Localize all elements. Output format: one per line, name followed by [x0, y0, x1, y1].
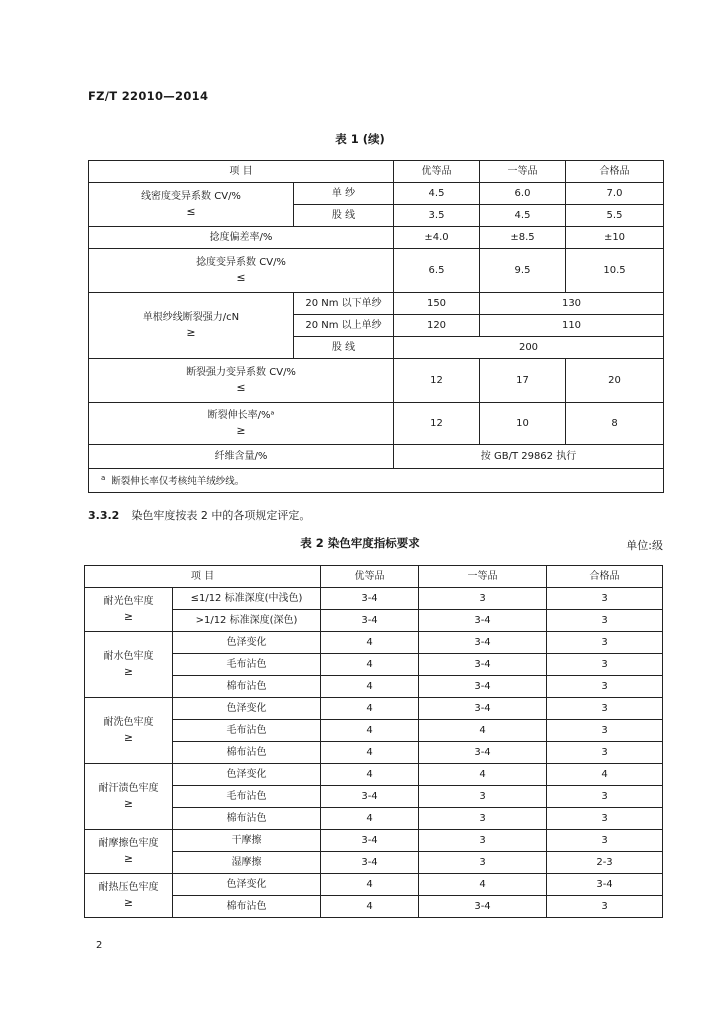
fastness-subitem: 色泽变化 [173, 874, 321, 896]
table2 [84, 565, 663, 918]
table1 [88, 160, 664, 493]
table-cell: 3 [547, 588, 663, 610]
table-cell: 3 [419, 830, 547, 852]
elongation-label: 断裂伸长率/%ᵃ [207, 409, 275, 421]
table-cell: 3-4 [419, 742, 547, 764]
table-cell: 3-4 [419, 654, 547, 676]
table-cell: 4 [419, 720, 547, 742]
table-cell: 4.5 [394, 183, 480, 205]
fastness-group-cell [85, 764, 173, 830]
table-cell: 6.0 [480, 183, 566, 205]
table-cell: 4.5 [480, 205, 566, 227]
table-cell: 4 [547, 764, 663, 786]
strength-cv-sign: ≤ [236, 380, 246, 394]
table-row [89, 293, 664, 315]
table-row [89, 469, 664, 493]
table-cell: 4 [321, 742, 419, 764]
fastness-group-cell [85, 830, 173, 874]
table-cell: 3 [547, 632, 663, 654]
fastness-group-cell [85, 874, 173, 918]
fastness-group-sign: ≥ [123, 609, 134, 623]
table-cell: 10 [480, 403, 566, 445]
fastness-group-label: 耐洗色牢度 [103, 716, 154, 728]
fastness-subitem: 棉布沾色 [173, 742, 321, 764]
table-cell: 3 [547, 830, 663, 852]
table-cell: 3 [419, 852, 547, 874]
table2-unit: 单位:级 [626, 539, 663, 552]
table-cell: 3 [419, 588, 547, 610]
table-cell: 4 [321, 874, 419, 896]
fastness-subitem: 干摩擦 [173, 830, 321, 852]
fastness-group-label: 耐汗渍色牢度 [98, 782, 159, 794]
table-cell: 3-4 [321, 786, 419, 808]
fastness-group-label: 耐热压色牢度 [98, 881, 159, 893]
breaking-strength-sign: ≥ [186, 325, 196, 339]
fastness-subitem: 色泽变化 [173, 764, 321, 786]
table-cell: 4 [321, 654, 419, 676]
table-row [89, 359, 664, 403]
twist-cv-label: 捻度变异系数 CV/% [196, 256, 286, 268]
section-text: 染色牢度按表 2 中的各项规定评定。 [131, 509, 311, 522]
fastness-subitem: 湿摩擦 [173, 852, 321, 874]
elongation-cell [89, 403, 394, 445]
standard-code: FZ/T 22010—2014 [88, 89, 209, 103]
table-cell: 3 [419, 786, 547, 808]
fiber-content-label: 纤维含量/% [89, 445, 394, 469]
table-cell: 4 [419, 764, 547, 786]
table-cell: 3-4 [547, 874, 663, 896]
table-row [89, 183, 664, 205]
fastness-subitem: 色泽变化 [173, 632, 321, 654]
table2-header-item: 项 目 [85, 566, 321, 588]
fastness-subitem: 毛布沾色 [173, 786, 321, 808]
twist-cv-cell [89, 249, 394, 293]
fastness-group-sign: ≥ [123, 895, 134, 909]
table-cell: 3-4 [321, 588, 419, 610]
table-cell: 12 [394, 403, 480, 445]
table-cell: 4 [321, 764, 419, 786]
table-cell: 7.0 [566, 183, 664, 205]
table-cell: 3 [547, 786, 663, 808]
table1-footnote [89, 469, 664, 493]
table-cell: 6.5 [394, 249, 480, 293]
fastness-subitem: >1/12 标准深度(深色) [173, 610, 321, 632]
fastness-group-label: 耐摩擦色牢度 [98, 837, 159, 849]
table-cell: 3-4 [321, 610, 419, 632]
table-row [89, 249, 664, 293]
table-row [89, 227, 664, 249]
table-cell: 3-4 [419, 698, 547, 720]
fastness-subitem: 毛布沾色 [173, 654, 321, 676]
footnote-text: 断裂伸长率仅考核纯羊绒纱线。 [111, 475, 245, 487]
fastness-group-sign: ≥ [123, 851, 134, 865]
linear-density-cv-cell [89, 183, 294, 227]
table1-caption: 表 1 (续) [335, 132, 385, 146]
fastness-group-label: 耐光色牢度 [103, 595, 154, 607]
page-number: 2 [96, 940, 103, 951]
fiber-content-value: 按 GB/T 29862 执行 [394, 445, 664, 469]
fastness-subitem: 棉布沾色 [173, 896, 321, 918]
table-cell: 4 [419, 874, 547, 896]
table-cell: 3-4 [321, 852, 419, 874]
table-row [85, 830, 663, 852]
single-yarn-label: 单 纱 [294, 183, 394, 205]
table-cell: 3-4 [419, 896, 547, 918]
table-cell: 3-4 [419, 676, 547, 698]
table-cell: 3 [547, 610, 663, 632]
fastness-subitem: 毛布沾色 [173, 720, 321, 742]
table2-header-row [85, 566, 663, 588]
strength-cv-label: 断裂强力变异系数 CV/% [186, 366, 296, 378]
table1-header-row [89, 161, 664, 183]
table2-body [85, 588, 663, 918]
table-cell: 9.5 [480, 249, 566, 293]
table-row [89, 403, 664, 445]
table-cell: 4 [321, 896, 419, 918]
table-cell: 3 [547, 896, 663, 918]
table-cell: 2-3 [547, 852, 663, 874]
linear-density-cv-label: 线密度变异系数 CV/% [141, 190, 241, 202]
table-row [85, 588, 663, 610]
ply-yarn-label: 股 线 [294, 205, 394, 227]
table-cell: 5.5 [566, 205, 664, 227]
fastness-group-sign: ≥ [123, 730, 134, 744]
fastness-group-label: 耐水色牢度 [103, 650, 154, 662]
section-3-3-2 [88, 507, 310, 523]
table-cell: 3 [547, 808, 663, 830]
table-cell: 4 [321, 676, 419, 698]
table-cell: ±10 [566, 227, 664, 249]
table-row [85, 698, 663, 720]
table-cell: 8 [566, 403, 664, 445]
fastness-subitem: 棉布沾色 [173, 808, 321, 830]
fastness-group-sign: ≥ [123, 664, 134, 678]
above-20nm-label: 20 Nm 以上单纱 [294, 315, 394, 337]
table-row [89, 445, 664, 469]
table-cell: 4 [321, 632, 419, 654]
twist-deviation-label: 捻度偏差率/% [89, 227, 394, 249]
table-cell: 3 [547, 698, 663, 720]
table-cell: 3 [419, 808, 547, 830]
section-number: 3.3.2 [88, 509, 120, 522]
table-cell: 12 [394, 359, 480, 403]
table-cell: 20 [566, 359, 664, 403]
table2-header-grade3: 合格品 [547, 566, 663, 588]
twist-cv-sign: ≤ [236, 270, 246, 284]
table1-header-grade3: 合格品 [566, 161, 664, 183]
table-cell: 17 [480, 359, 566, 403]
below-20nm-label: 20 Nm 以下单纱 [294, 293, 394, 315]
breaking-strength-cell [89, 293, 294, 359]
table2-header-grade2: 一等品 [419, 566, 547, 588]
table-cell: 3-4 [321, 830, 419, 852]
table1-header-grade1: 优等品 [394, 161, 480, 183]
strength-cv-cell [89, 359, 394, 403]
table-row [85, 764, 663, 786]
table-cell: ±8.5 [480, 227, 566, 249]
table-cell: 110 [480, 315, 664, 337]
elongation-sign: ≥ [236, 423, 246, 437]
table-cell: 130 [480, 293, 664, 315]
table2-caption: 表 2 染色牢度指标要求 [300, 536, 420, 550]
table-cell: 4 [321, 698, 419, 720]
table-cell: 200 [394, 337, 664, 359]
table-cell: 3 [547, 720, 663, 742]
fastness-group-cell [85, 632, 173, 698]
table-cell: 3 [547, 742, 663, 764]
table-row [85, 632, 663, 654]
linear-density-cv-sign: ≤ [186, 204, 196, 218]
breaking-strength-label: 单根纱线断裂强力/cN [142, 311, 240, 323]
table-cell: 3 [547, 654, 663, 676]
table-cell: 3-4 [419, 610, 547, 632]
table1-header-grade2: 一等品 [480, 161, 566, 183]
table-cell: 150 [394, 293, 480, 315]
strength-ply-label: 股 线 [294, 337, 394, 359]
table-cell: 3 [547, 676, 663, 698]
table1-header-item: 项 目 [89, 161, 394, 183]
fastness-subitem: 棉布沾色 [173, 676, 321, 698]
table-cell: 3-4 [419, 632, 547, 654]
table-row [85, 874, 663, 896]
table-cell: 3.5 [394, 205, 480, 227]
table2-header-grade1: 优等品 [321, 566, 419, 588]
table-cell: ±4.0 [394, 227, 480, 249]
table-cell: 10.5 [566, 249, 664, 293]
footnote-mark: a [101, 473, 106, 482]
fastness-subitem: 色泽变化 [173, 698, 321, 720]
fastness-group-sign: ≥ [123, 796, 134, 810]
table-cell: 4 [321, 720, 419, 742]
fastness-group-cell [85, 588, 173, 632]
table-cell: 4 [321, 808, 419, 830]
table-cell: 120 [394, 315, 480, 337]
fastness-subitem: ≤1/12 标准深度(中浅色) [173, 588, 321, 610]
fastness-group-cell [85, 698, 173, 764]
